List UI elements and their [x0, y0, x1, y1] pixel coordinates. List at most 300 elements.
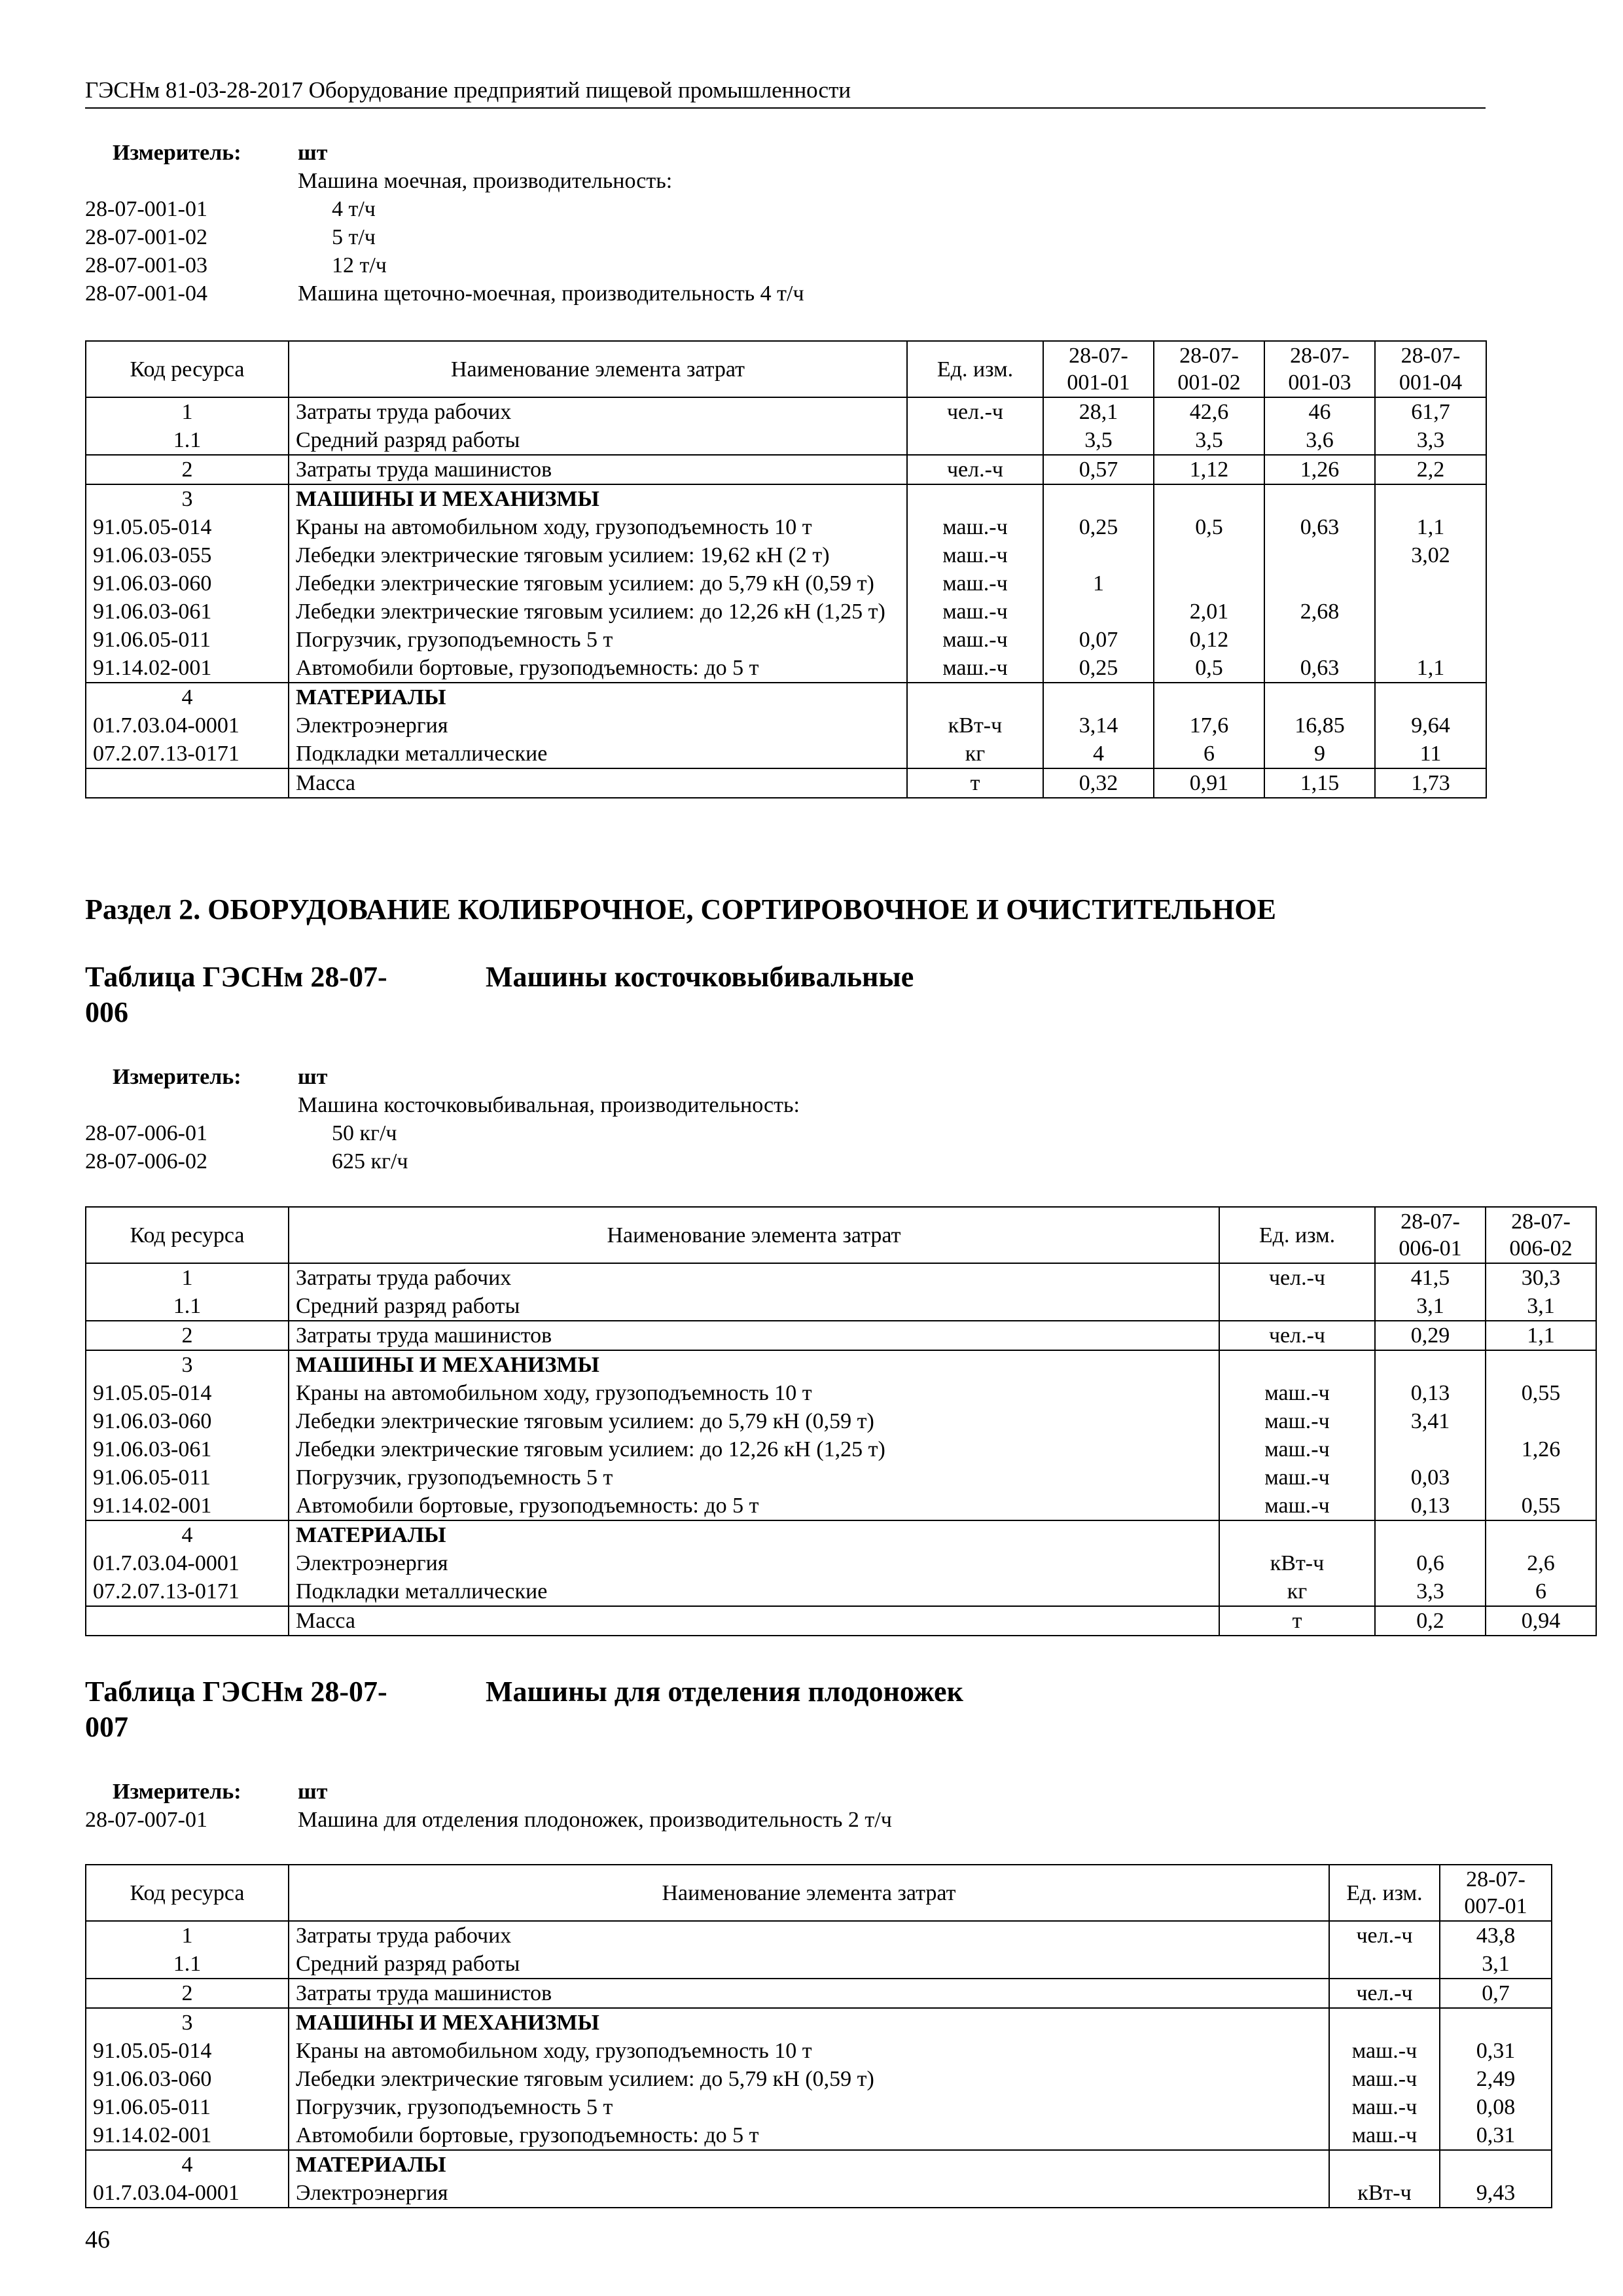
resource-code: 91.06.05-011 — [86, 2093, 289, 2121]
resource-unit: маш.-ч — [1219, 1407, 1375, 1435]
resource-value: 0,57 — [1043, 455, 1154, 484]
resource-value — [1375, 569, 1486, 598]
meter-value: шт — [298, 1780, 328, 1804]
resource-value: 2,01 — [1154, 598, 1264, 626]
table-number — [85, 960, 486, 1030]
item-text: Машина щеточно-моечная, производительность 4 т/ч — [298, 281, 804, 306]
resource-code: 91.06.03-060 — [86, 1407, 289, 1435]
resource-value: 0,55 — [1486, 1379, 1596, 1407]
resource-value — [1486, 1407, 1596, 1435]
resource-name: Автомобили бортовые, грузоподъемность: до 5 т — [289, 2121, 1329, 2150]
resource-value — [1264, 484, 1375, 513]
resource-code: 91.06.05-011 — [86, 1463, 289, 1492]
resource-name: МАШИНЫ И МЕХАНИЗМЫ — [289, 2008, 1329, 2037]
resource-value: 0,63 — [1264, 654, 1375, 683]
resource-code: 4 — [86, 2150, 289, 2179]
resource-value: 61,7 — [1375, 397, 1486, 426]
resource-name: Автомобили бортовые, грузоподъемность: до 5 т — [289, 654, 907, 683]
table-row — [86, 513, 1486, 541]
resource-value: 2,68 — [1264, 598, 1375, 626]
col-value-header — [1375, 1207, 1486, 1263]
resource-name: МАШИНЫ И МЕХАНИЗМЫ — [289, 1350, 1219, 1379]
resource-code: 91.06.03-060 — [86, 2065, 289, 2093]
resource-value: 2,2 — [1375, 455, 1486, 484]
col-value-header-line2: 007-01 — [1464, 1894, 1527, 1918]
resource-value: 3,5 — [1154, 426, 1264, 455]
resource-name: Погрузчик, грузоподъемность 5 т — [289, 2093, 1329, 2121]
resource-value: 0,5 — [1154, 654, 1264, 683]
table-row — [86, 1435, 1596, 1463]
table-row — [86, 1921, 1552, 1950]
meter-block-001 — [85, 139, 804, 308]
resource-value: 0,13 — [1375, 1379, 1486, 1407]
resource-value — [1375, 683, 1486, 711]
resource-value — [1264, 626, 1375, 654]
resource-code: 91.05.05-014 — [86, 1379, 289, 1407]
table-title-006 — [85, 960, 914, 1030]
resource-code: 3 — [86, 2008, 289, 2037]
resource-table-007 — [85, 1864, 1552, 2208]
resource-code: 3 — [86, 484, 289, 513]
col-value-header-line2: 006-01 — [1399, 1236, 1462, 1261]
resource-value: 16,85 — [1264, 711, 1375, 740]
resource-unit: чел.-ч — [1329, 1979, 1440, 2008]
col-value-header-line2: 006-02 — [1509, 1236, 1573, 1261]
col-code-header: Код ресурса — [86, 1865, 289, 1921]
item-code: 28-07-006-01 — [85, 1121, 207, 1145]
resource-name: Лебедки электрические тяговым усилием: до 12,26 кН (1,25 т) — [289, 1435, 1219, 1463]
resource-value: 30,3 — [1486, 1263, 1596, 1292]
resource-value: 42,6 — [1154, 397, 1264, 426]
resource-code: 91.05.05-014 — [86, 513, 289, 541]
resource-value: 1 — [1043, 569, 1154, 598]
resource-unit: т — [1219, 1606, 1375, 1636]
table-row — [86, 626, 1486, 654]
resource-unit: чел.-ч — [907, 455, 1043, 484]
resource-value: 1,15 — [1264, 768, 1375, 798]
resource-value: 0,25 — [1043, 654, 1154, 683]
resource-name: Погрузчик, грузоподъемность 5 т — [289, 626, 907, 654]
resource-value — [1154, 569, 1264, 598]
resource-name: Масса — [289, 1606, 1219, 1636]
table-row — [86, 1577, 1596, 1606]
resource-code: 1 — [86, 1263, 289, 1292]
resource-unit: маш.-ч — [1329, 2065, 1440, 2093]
resource-value: 1,12 — [1154, 455, 1264, 484]
resource-value: 0,31 — [1440, 2037, 1552, 2065]
col-value-header — [1043, 341, 1154, 397]
table-number-line2: 007 — [85, 1711, 128, 1743]
resource-value: 3,1 — [1486, 1292, 1596, 1321]
table-row — [86, 768, 1486, 798]
table-row — [86, 1549, 1596, 1577]
resource-unit: кг — [1219, 1577, 1375, 1606]
resource-name: МАТЕРИАЛЫ — [289, 683, 907, 711]
resource-value: 0,91 — [1154, 768, 1264, 798]
resource-code: 01.7.03.04-0001 — [86, 2179, 289, 2208]
page-number: 46 — [85, 2226, 110, 2253]
resource-code: 91.06.03-061 — [86, 1435, 289, 1463]
resource-unit — [907, 426, 1043, 455]
resource-value — [1375, 1350, 1486, 1379]
resource-code: 91.14.02-001 — [86, 1492, 289, 1520]
table-row — [86, 2121, 1552, 2150]
resource-name: Затраты труда машинистов — [289, 1321, 1219, 1350]
resource-value: 0,12 — [1154, 626, 1264, 654]
resource-code: 1 — [86, 1921, 289, 1950]
item-code: 28-07-001-03 — [85, 253, 207, 278]
table-row — [86, 1292, 1596, 1321]
resource-code: 1.1 — [86, 426, 289, 455]
resource-code: 91.06.03-055 — [86, 541, 289, 569]
resource-unit — [1329, 2008, 1440, 2037]
resource-name: Лебедки электрические тяговым усилием: до 12,26 кН (1,25 т) — [289, 598, 907, 626]
col-value-header-line1: 28-07- — [1466, 1867, 1525, 1892]
resource-value: 3,02 — [1375, 541, 1486, 569]
resource-table-001 — [85, 340, 1487, 798]
resource-value — [1154, 541, 1264, 569]
item-text: 5 т/ч — [332, 225, 376, 249]
col-name-header: Наименование элемента затрат — [289, 1207, 1219, 1263]
resource-unit: маш.-ч — [1219, 1379, 1375, 1407]
table-row — [86, 2065, 1552, 2093]
item-code: 28-07-001-04 — [85, 281, 207, 306]
table-row — [86, 1350, 1596, 1379]
table-row — [86, 1379, 1596, 1407]
col-unit-header: Ед. изм. — [907, 341, 1043, 397]
meter-label: Измеритель: — [113, 141, 241, 165]
table-row — [86, 1492, 1596, 1520]
resource-value — [1154, 683, 1264, 711]
resource-value — [1264, 683, 1375, 711]
resource-value — [1440, 2150, 1552, 2179]
table-name: Машины для отделения плодоножек — [486, 1676, 963, 1708]
col-name-header: Наименование элемента затрат — [289, 1865, 1329, 1921]
resource-value: 11 — [1375, 740, 1486, 768]
resource-value — [1264, 569, 1375, 598]
resource-code: 1.1 — [86, 1950, 289, 1979]
resource-name: Электроэнергия — [289, 2179, 1329, 2208]
resource-unit: чел.-ч — [1219, 1263, 1375, 1292]
resource-unit — [907, 484, 1043, 513]
resource-value: 0,5 — [1154, 513, 1264, 541]
resource-value: 0,32 — [1043, 768, 1154, 798]
resource-value: 6 — [1486, 1577, 1596, 1606]
resource-unit: маш.-ч — [1219, 1492, 1375, 1520]
resource-value — [1375, 484, 1486, 513]
resource-code: 4 — [86, 1520, 289, 1549]
resource-value: 1,1 — [1375, 654, 1486, 683]
resource-value: 0,63 — [1264, 513, 1375, 541]
item-code: 28-07-001-02 — [85, 225, 207, 249]
table-name: Машины косточковыбивальные — [486, 961, 914, 993]
resource-value: 2,6 — [1486, 1549, 1596, 1577]
col-unit-header: Ед. изм. — [1219, 1207, 1375, 1263]
resource-value: 1,73 — [1375, 768, 1486, 798]
resource-value — [1375, 598, 1486, 626]
resource-unit: кг — [907, 740, 1043, 768]
resource-value: 0,94 — [1486, 1606, 1596, 1636]
table-row — [86, 397, 1486, 426]
item-text: 50 кг/ч — [332, 1121, 397, 1145]
table-row — [86, 2037, 1552, 2065]
resource-code: 2 — [86, 455, 289, 484]
col-unit-header: Ед. изм. — [1329, 1865, 1440, 1921]
resource-name: Лебедки электрические тяговым усилием: до 5,79 кН (0,59 т) — [289, 1407, 1219, 1435]
item-text: 12 т/ч — [332, 253, 387, 278]
resource-value — [1486, 1463, 1596, 1492]
col-value-header-line2: 001-03 — [1288, 370, 1351, 395]
resource-value: 46 — [1264, 397, 1375, 426]
resource-value: 17,6 — [1154, 711, 1264, 740]
resource-code: 1.1 — [86, 1292, 289, 1321]
table-number-line1: Таблица ГЭСНм 28-07- — [85, 1676, 387, 1708]
resource-code: 4 — [86, 683, 289, 711]
table-row — [86, 569, 1486, 598]
table-row — [86, 426, 1486, 455]
meter-block-007 — [85, 1778, 892, 1834]
resource-value: 0,03 — [1375, 1463, 1486, 1492]
resource-value: 3,6 — [1264, 426, 1375, 455]
resource-name: Погрузчик, грузоподъемность 5 т — [289, 1463, 1219, 1492]
resource-value — [1154, 484, 1264, 513]
col-value-header — [1486, 1207, 1596, 1263]
resource-unit: маш.-ч — [907, 598, 1043, 626]
resource-code — [86, 1606, 289, 1636]
meter-block-006 — [85, 1063, 800, 1175]
resource-code: 91.06.03-060 — [86, 569, 289, 598]
resource-unit — [1219, 1350, 1375, 1379]
resource-value: 43,8 — [1440, 1921, 1552, 1950]
table-title-007 — [85, 1674, 963, 1745]
resource-unit: чел.-ч — [1219, 1321, 1375, 1350]
resource-value: 9,43 — [1440, 2179, 1552, 2208]
meter-label: Измеритель: — [113, 1780, 241, 1804]
resource-value: 6 — [1154, 740, 1264, 768]
resource-name: Подкладки металлические — [289, 740, 907, 768]
resource-name: Масса — [289, 768, 907, 798]
resource-code: 91.05.05-014 — [86, 2037, 289, 2065]
resource-code: 91.06.05-011 — [86, 626, 289, 654]
col-value-header-line1: 28-07- — [1179, 344, 1239, 368]
meter-label: Измеритель: — [113, 1065, 241, 1089]
resource-name: Средний разряд работы — [289, 1292, 1219, 1321]
resource-code — [86, 768, 289, 798]
resource-name: Затраты труда рабочих — [289, 397, 907, 426]
table-row — [86, 1950, 1552, 1979]
col-value-header-line1: 28-07- — [1290, 344, 1349, 368]
resource-unit: маш.-ч — [1329, 2121, 1440, 2150]
table-row — [86, 2008, 1552, 2037]
resource-value: 3,14 — [1043, 711, 1154, 740]
resource-value: 0,55 — [1486, 1492, 1596, 1520]
resource-value: 0,08 — [1440, 2093, 1552, 2121]
meter-value: шт — [298, 141, 328, 165]
item-text: 625 кг/ч — [332, 1149, 408, 1174]
resource-name: МАШИНЫ И МЕХАНИЗМЫ — [289, 484, 907, 513]
resource-code: 3 — [86, 1350, 289, 1379]
resource-value: 0,7 — [1440, 1979, 1552, 2008]
col-code-header: Код ресурса — [86, 1207, 289, 1263]
resource-name: Лебедки электрические тяговым усилием: до 5,79 кН (0,59 т) — [289, 2065, 1329, 2093]
resource-value: 0,2 — [1375, 1606, 1486, 1636]
col-value-header — [1440, 1865, 1552, 1921]
resource-unit: маш.-ч — [907, 541, 1043, 569]
table-row — [86, 654, 1486, 683]
resource-code: 91.14.02-001 — [86, 2121, 289, 2150]
resource-value — [1375, 1435, 1486, 1463]
resource-name: Подкладки металлические — [289, 1577, 1219, 1606]
resource-unit — [1219, 1292, 1375, 1321]
table-number-line1: Таблица ГЭСНм 28-07- — [85, 961, 387, 993]
resource-value: 0,25 — [1043, 513, 1154, 541]
resource-value — [1486, 1350, 1596, 1379]
table-row — [86, 1520, 1596, 1549]
item-text: Машина для отделения плодоножек, производительность 2 т/ч — [298, 1808, 892, 1832]
resource-name: Затраты труда рабочих — [289, 1263, 1219, 1292]
col-value-header-line1: 28-07- — [1511, 1210, 1571, 1234]
resource-code: 07.2.07.13-0171 — [86, 1577, 289, 1606]
item-code: 28-07-006-02 — [85, 1149, 207, 1174]
resource-value — [1375, 626, 1486, 654]
table-row — [86, 1321, 1596, 1350]
resource-unit: маш.-ч — [907, 569, 1043, 598]
resource-unit: маш.-ч — [1219, 1435, 1375, 1463]
meter-value: шт — [298, 1065, 328, 1089]
col-value-header — [1375, 341, 1486, 397]
table-row — [86, 683, 1486, 711]
resource-code: 1 — [86, 397, 289, 426]
resource-unit: кВт-ч — [1219, 1549, 1375, 1577]
resource-value: 0,31 — [1440, 2121, 1552, 2150]
resource-unit — [1329, 1950, 1440, 1979]
resource-unit: маш.-ч — [907, 654, 1043, 683]
resource-value: 0,29 — [1375, 1321, 1486, 1350]
table-row — [86, 2093, 1552, 2121]
table-row — [86, 1979, 1552, 2008]
resource-value: 1,26 — [1264, 455, 1375, 484]
resource-value: 9,64 — [1375, 711, 1486, 740]
col-value-header-line2: 001-01 — [1067, 370, 1130, 395]
resource-name: Затраты труда машинистов — [289, 455, 907, 484]
table-number-line2: 006 — [85, 996, 128, 1028]
resource-code: 01.7.03.04-0001 — [86, 711, 289, 740]
resource-value: 3,3 — [1375, 426, 1486, 455]
resource-name: Электроэнергия — [289, 711, 907, 740]
resource-value: 0,07 — [1043, 626, 1154, 654]
page-header: ГЭСНм 81-03-28-2017 Оборудование предприятий пищевой промышленности — [85, 77, 1486, 109]
resource-value: 3,1 — [1375, 1292, 1486, 1321]
table-row — [86, 598, 1486, 626]
resource-unit: кВт-ч — [1329, 2179, 1440, 2208]
col-value-header — [1154, 341, 1264, 397]
resource-value — [1375, 1520, 1486, 1549]
resource-name: МАТЕРИАЛЫ — [289, 1520, 1219, 1549]
resource-value: 0,13 — [1375, 1492, 1486, 1520]
table-number — [85, 1674, 486, 1745]
meter-description: Машина моечная, производительность: — [298, 169, 673, 193]
resource-unit — [907, 683, 1043, 711]
item-code: 28-07-001-01 — [85, 197, 207, 221]
resource-name: МАТЕРИАЛЫ — [289, 2150, 1329, 2179]
resource-name: Лебедки электрические тяговым усилием: 19,62 кН (2 т) — [289, 541, 907, 569]
resource-value — [1486, 1520, 1596, 1549]
resource-code: 91.14.02-001 — [86, 654, 289, 683]
resource-code: 91.06.03-061 — [86, 598, 289, 626]
table-row — [86, 740, 1486, 768]
col-value-header-line1: 28-07- — [1400, 344, 1461, 368]
meter-description: Машина косточковыбивальная, производительность: — [298, 1093, 800, 1117]
col-name-header: Наименование элемента затрат — [289, 341, 907, 397]
resource-name: Затраты труда рабочих — [289, 1921, 1329, 1950]
resource-value — [1043, 598, 1154, 626]
resource-unit: чел.-ч — [907, 397, 1043, 426]
resource-value: 1,26 — [1486, 1435, 1596, 1463]
resource-table-006 — [85, 1206, 1597, 1636]
resource-value: 0,6 — [1375, 1549, 1486, 1577]
table-row — [86, 1463, 1596, 1492]
resource-name: Краны на автомобильном ходу, грузоподъемность 10 т — [289, 2037, 1329, 2065]
table-row — [86, 1606, 1596, 1636]
resource-name: Средний разряд работы — [289, 1950, 1329, 1979]
resource-unit: маш.-ч — [1329, 2093, 1440, 2121]
resource-name: Электроэнергия — [289, 1549, 1219, 1577]
resource-unit: кВт-ч — [907, 711, 1043, 740]
table-row — [86, 711, 1486, 740]
table-row — [86, 2150, 1552, 2179]
resource-unit: маш.-ч — [907, 626, 1043, 654]
resource-value: 28,1 — [1043, 397, 1154, 426]
resource-unit: т — [907, 768, 1043, 798]
item-code: 28-07-007-01 — [85, 1808, 207, 1832]
table-row — [86, 1263, 1596, 1292]
item-text: 4 т/ч — [332, 197, 376, 221]
resource-name: Средний разряд работы — [289, 426, 907, 455]
resource-code: 2 — [86, 1979, 289, 2008]
resource-value: 1,1 — [1375, 513, 1486, 541]
resource-value: 3,41 — [1375, 1407, 1486, 1435]
table-row — [86, 1407, 1596, 1435]
resource-value — [1264, 541, 1375, 569]
table-row — [86, 484, 1486, 513]
col-value-header-line1: 28-07- — [1069, 344, 1128, 368]
resource-value: 41,5 — [1375, 1263, 1486, 1292]
section-title: Раздел 2. ОБОРУДОВАНИЕ КОЛИБРОЧНОЕ, СОРТИРОВОЧНОЕ И ОЧИСТИТЕЛЬНОЕ — [85, 893, 1276, 925]
table-row — [86, 541, 1486, 569]
table-row — [86, 455, 1486, 484]
resource-value: 3,5 — [1043, 426, 1154, 455]
resource-name: Автомобили бортовые, грузоподъемность: до 5 т — [289, 1492, 1219, 1520]
resource-code: 01.7.03.04-0001 — [86, 1549, 289, 1577]
resource-value: 1,1 — [1486, 1321, 1596, 1350]
col-value-header-line1: 28-07- — [1400, 1210, 1460, 1234]
resource-code: 07.2.07.13-0171 — [86, 740, 289, 768]
resource-unit — [1329, 2150, 1440, 2179]
table-row — [86, 2179, 1552, 2208]
resource-code: 2 — [86, 1321, 289, 1350]
resource-value: 9 — [1264, 740, 1375, 768]
col-code-header: Код ресурса — [86, 341, 289, 397]
col-value-header — [1264, 341, 1375, 397]
resource-name: Лебедки электрические тяговым усилием: до 5,79 кН (0,59 т) — [289, 569, 907, 598]
resource-value: 4 — [1043, 740, 1154, 768]
resource-unit: маш.-ч — [1219, 1463, 1375, 1492]
col-value-header-line2: 001-04 — [1399, 370, 1463, 395]
resource-value: 3,1 — [1440, 1950, 1552, 1979]
resource-value — [1043, 683, 1154, 711]
resource-value — [1043, 484, 1154, 513]
resource-value — [1440, 2008, 1552, 2037]
